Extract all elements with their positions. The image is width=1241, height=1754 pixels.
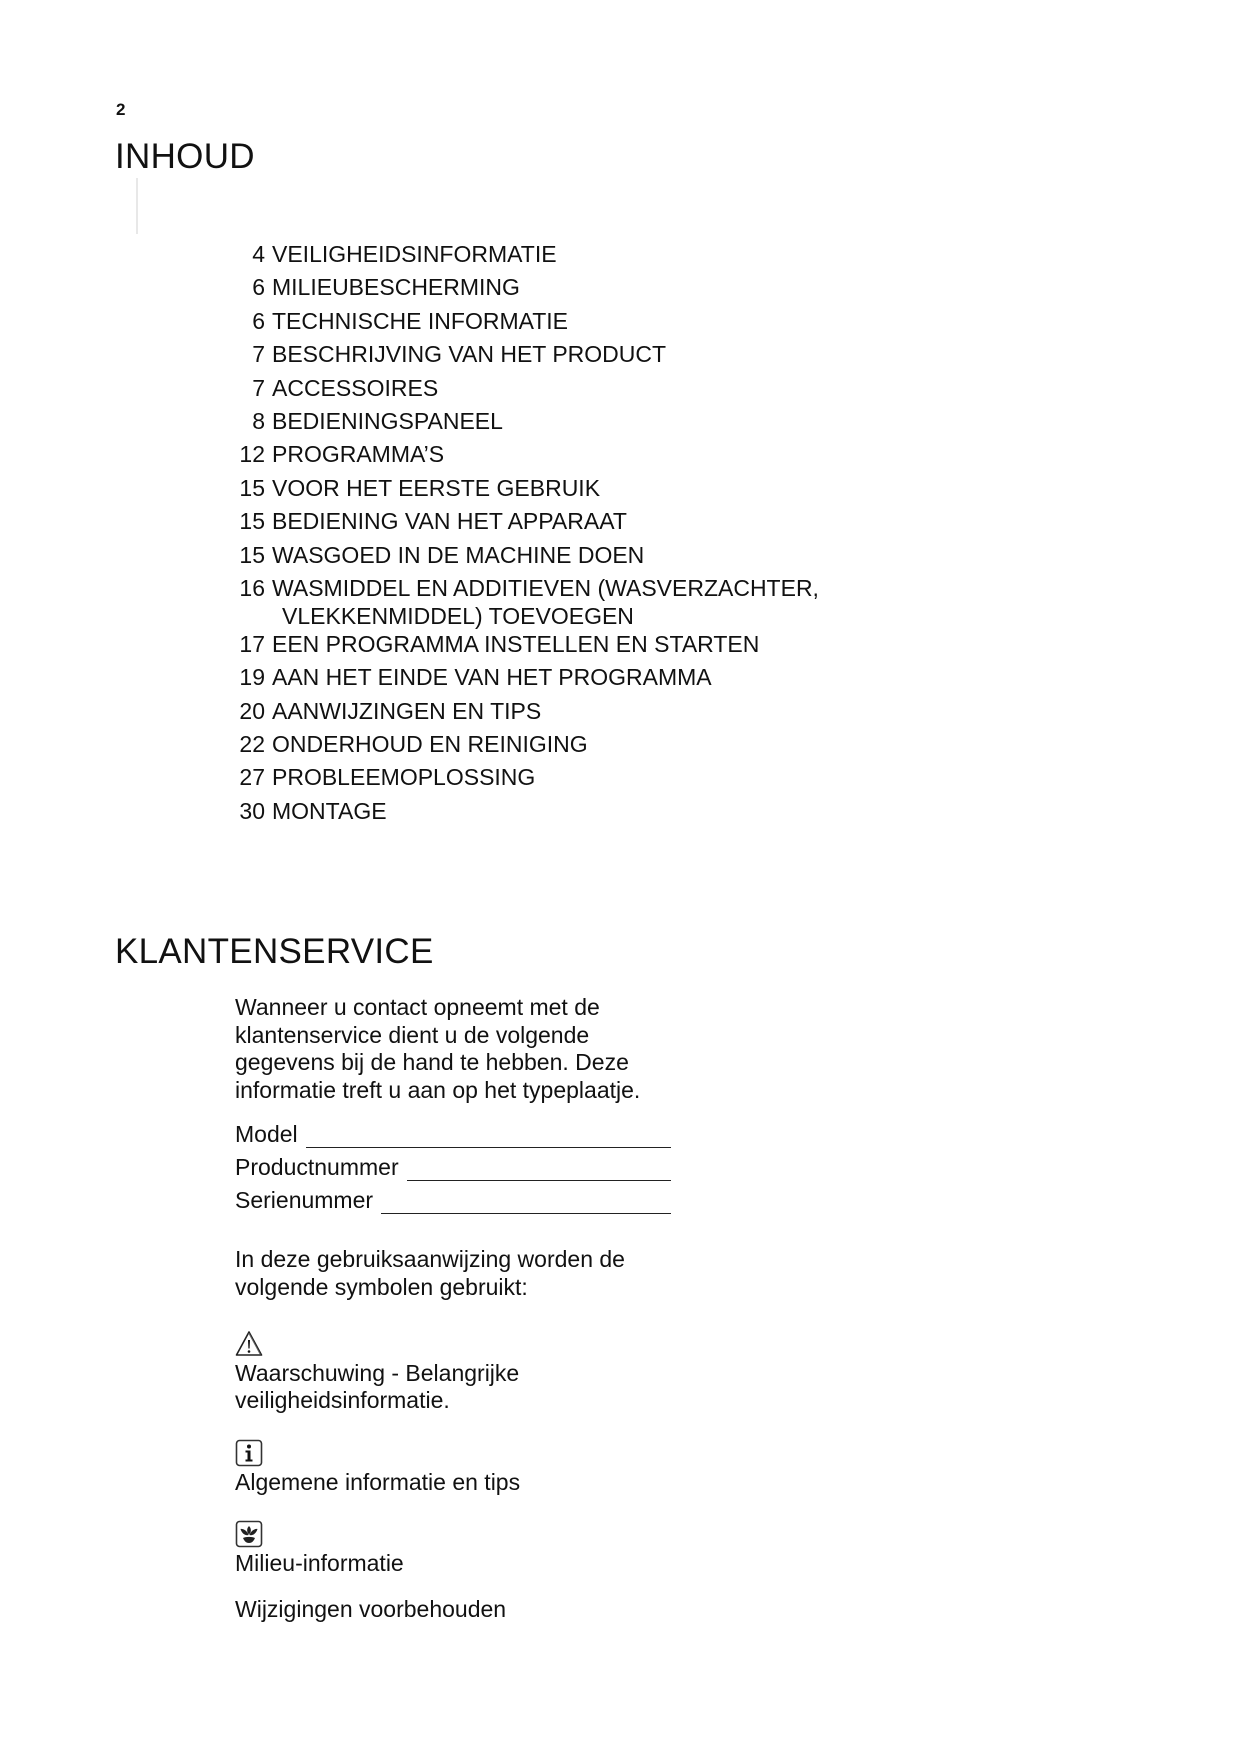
toc-item[interactable] xyxy=(220,407,940,440)
environment-symbol-text: Milieu-informatie xyxy=(235,1550,404,1577)
field-label: Productnummer xyxy=(235,1153,399,1180)
toc-item[interactable] xyxy=(220,273,940,306)
toc-page-number: 22 xyxy=(239,731,265,758)
toc-item-text: AANWIJZINGEN EN TIPS xyxy=(272,697,542,724)
toc-item-text: MILIEUBESCHERMING xyxy=(272,274,520,301)
toc-item[interactable] xyxy=(220,474,940,507)
toc-item[interactable] xyxy=(220,240,940,273)
field-label: Model xyxy=(235,1120,298,1147)
toc-item[interactable] xyxy=(220,763,940,796)
toc-item[interactable] xyxy=(220,630,940,663)
toc-item-text: ACCESSOIRES xyxy=(272,374,439,401)
toc-item-text: WASMIDDEL EN ADDITIEVEN (WASVERZACHTER, VLEKKENMIDDEL) TOEVOEGEN xyxy=(272,574,819,629)
toc-item[interactable] xyxy=(220,440,940,473)
toc-page-number: 19 xyxy=(239,664,265,691)
toc-item[interactable] xyxy=(220,663,940,696)
toc-item-text: EEN PROGRAMMA INSTELLEN EN STARTEN xyxy=(272,630,760,657)
toc-item-text: TECHNISCHE INFORMATIE xyxy=(272,307,569,334)
toc-item-text: BESCHRIJVING VAN HET PRODUCT xyxy=(272,341,667,368)
toc-item[interactable] xyxy=(220,307,940,340)
toc-item-text: VEILIGHEIDSINFORMATIE xyxy=(272,241,557,267)
toc-item-text: AAN HET EINDE VAN HET PROGRAMMA xyxy=(272,664,712,691)
toc-item[interactable] xyxy=(220,697,940,730)
environment-leaf-icon xyxy=(235,1520,263,1548)
toc-item-text: MONTAGE xyxy=(272,797,387,824)
toc-page-number: 7 xyxy=(252,341,265,368)
toc-item-text: BEDIENINGSPANEEL xyxy=(272,407,503,434)
toc-item-text: VOOR HET EERSTE GEBRUIK xyxy=(272,474,601,501)
model-field[interactable] xyxy=(235,1115,671,1148)
warning-triangle-icon xyxy=(235,1330,263,1358)
toc-item-text: BEDIENING VAN HET APPARAAT xyxy=(272,508,627,535)
toc-page-number: 16 xyxy=(239,574,265,601)
serial-number-field[interactable] xyxy=(235,1181,671,1214)
toc-item[interactable] xyxy=(220,574,940,630)
service-intro: Wanneer u contact opneemt met de klantenservice dient u de volgende gegevens bij de hand te hebben. Deze informatie treft u aan op het typeplaatje. xyxy=(235,994,641,1103)
field-label: Serienummer xyxy=(235,1186,374,1213)
toc-item[interactable] xyxy=(220,797,940,830)
warning-symbol-text: Waarschuwing - Belangrijke veiligheidsinformatie. xyxy=(235,1359,520,1414)
toc-page-number: 12 xyxy=(239,441,265,468)
toc-item-text: PROGRAMMA’S xyxy=(272,441,445,468)
toc-page-number: 27 xyxy=(239,764,265,791)
toc-title: INHOUD xyxy=(115,137,255,176)
toc-page-number: 8 xyxy=(252,407,265,434)
product-fields xyxy=(235,1115,695,1214)
toc-page-number: 6 xyxy=(252,274,265,301)
toc-page-number: 30 xyxy=(239,797,265,824)
toc-page-number: 6 xyxy=(252,307,265,334)
margin-mark xyxy=(136,178,138,234)
toc-item-text: ONDERHOUD EN REINIGING xyxy=(272,731,588,758)
toc-item[interactable] xyxy=(220,374,940,407)
toc-page-number: 20 xyxy=(239,697,265,724)
symbols-intro: In deze gebruiksaanwijzing worden de volgende symbolen gebruikt: xyxy=(235,1246,625,1300)
field-blank-line[interactable] xyxy=(381,1192,671,1214)
field-blank-line[interactable] xyxy=(306,1126,671,1148)
toc-item[interactable] xyxy=(220,340,940,373)
service-title: KLANTENSERVICE xyxy=(115,932,434,971)
toc-page-number: 4 xyxy=(252,241,265,267)
table-of-contents xyxy=(220,240,940,830)
toc-page-number: 17 xyxy=(239,630,265,657)
info-symbol-text: Algemene informatie en tips xyxy=(235,1468,521,1495)
toc-page-number: 7 xyxy=(252,374,265,401)
toc-item-text: PROBLEEMOPLOSSING xyxy=(272,764,536,791)
toc-item[interactable] xyxy=(220,507,940,540)
product-number-field[interactable] xyxy=(235,1148,671,1181)
toc-page-number: 15 xyxy=(239,541,265,568)
toc-item[interactable] xyxy=(220,730,940,763)
toc-page-number: 15 xyxy=(239,508,265,535)
field-blank-line[interactable] xyxy=(407,1159,671,1181)
toc-page-number: 15 xyxy=(239,474,265,501)
customer-service-section xyxy=(235,994,695,1624)
toc-item-text: WASGOED IN DE MACHINE DOEN xyxy=(272,541,645,568)
toc-item[interactable] xyxy=(220,541,940,574)
changes-reserved: Wijzigingen voorbehouden xyxy=(235,1595,507,1622)
info-icon xyxy=(235,1439,263,1467)
page-number: 2 xyxy=(116,100,126,119)
